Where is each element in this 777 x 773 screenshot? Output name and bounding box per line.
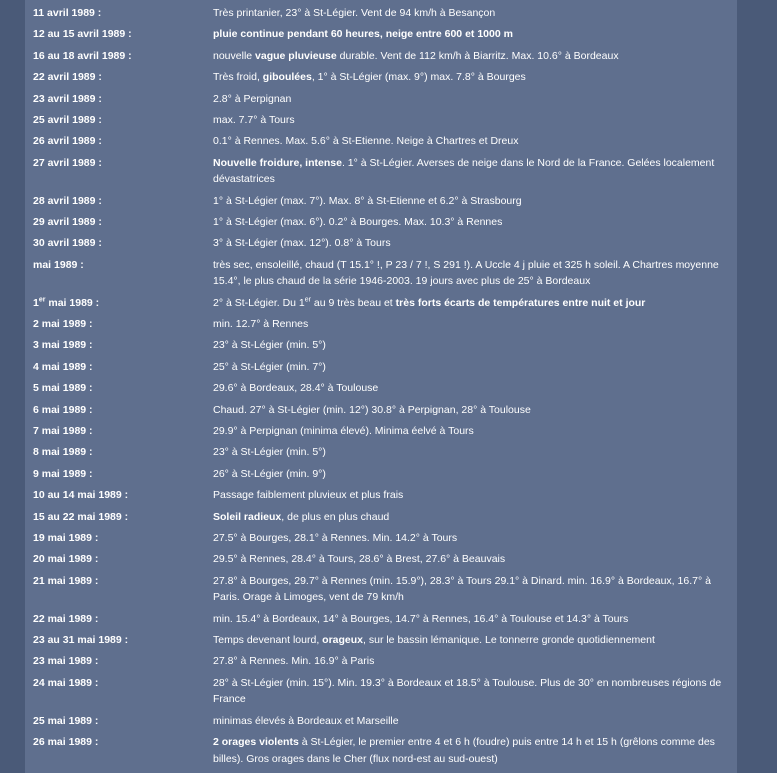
log-row xyxy=(33,235,733,252)
ordinal-suffix: er xyxy=(304,296,311,304)
log-row xyxy=(33,133,733,150)
log-text: 27.8° à Rennes. Min. 16.9° à Paris xyxy=(213,655,375,668)
log-text: min. 15.4° à Bordeaux, 14° à Bourges, 14.7° à Rennes, 16.4° à Toulouse et 14.3° à Tours xyxy=(213,612,629,625)
log-text: 29.6° à Bordeaux, 28.4° à Toulouse xyxy=(213,382,379,395)
log-row xyxy=(33,573,733,606)
log-text: Très printanier, 23° à St-Légier. Vent de 94 km/h à Besançon xyxy=(213,7,496,19)
log-text: Chaud. 27° à St-Légier (min. 12°) 30.8° à Perpignan, 28° à Toulouse xyxy=(213,403,531,416)
log-description xyxy=(213,26,733,43)
log-row xyxy=(33,69,733,86)
log-date: 21 mai 1989 : xyxy=(33,574,99,587)
log-text: 27.5° à Bourges, 28.1° à Rennes. Min. 14.2° à Tours xyxy=(213,531,458,544)
log-description xyxy=(213,112,733,129)
log-date: 20 mai 1989 : xyxy=(33,553,99,566)
log-date: 23 avril 1989 : xyxy=(33,92,102,105)
log-row xyxy=(33,675,733,708)
log-date: 19 mai 1989 : xyxy=(33,531,99,544)
log-text: 1° à St-Légier (max. 7°). Max. 8° à St-Etienne et 6.2° à Strasbourg xyxy=(213,194,522,207)
log-date: 25 mai 1989 : xyxy=(33,714,99,727)
weather-log xyxy=(33,5,733,772)
log-description xyxy=(213,632,733,649)
log-text: 2° à St-Légier. Du 1 xyxy=(213,296,305,309)
log-text: 3° à St-Légier (max. 12°). 0.8° à Tours xyxy=(213,237,391,250)
log-text: Temps devenant lourd, xyxy=(213,634,323,647)
log-date-rest: mai 1989 : xyxy=(45,296,100,309)
log-description xyxy=(213,423,733,440)
log-date: 29 avril 1989 : xyxy=(33,216,102,229)
log-highlight: giboulées xyxy=(262,71,312,84)
log-highlight: 2 orages violents xyxy=(213,736,299,749)
log-text: , de plus en plus chaud xyxy=(281,510,390,523)
log-description xyxy=(213,48,733,65)
log-highlight: Soleil radieux xyxy=(213,510,282,523)
log-text: 0.1° à Rennes. Max. 5.6° à St-Etienne. Neige à Chartres et Dreux xyxy=(213,135,519,148)
log-row xyxy=(33,155,733,188)
log-date: 26 mai 1989 : xyxy=(33,736,99,749)
log-highlight: vague pluvieuse xyxy=(255,49,337,62)
log-text: . 1° à St-Légier. Averses de neige dans le Nord de la France. Gelées localement dévastatrices xyxy=(213,156,715,186)
log-row xyxy=(33,713,733,730)
log-description xyxy=(213,611,733,628)
log-description xyxy=(213,573,733,606)
log-date: 4 mai 1989 : xyxy=(33,360,93,373)
log-text: 23° à St-Légier (min. 5°) xyxy=(213,339,326,352)
log-row xyxy=(33,509,733,526)
log-text: à St-Légier, le premier entre 4 et 6 h (foudre) puis entre 14 h et 15 h (grêlons comme des billes). Gros orages dans le Cher (flux nord-est au sud-ouest) xyxy=(213,736,715,765)
log-description xyxy=(213,402,733,419)
log-date: 30 avril 1989 : xyxy=(33,237,102,250)
log-text: minimas élevés à Bordeaux et Marseille xyxy=(213,714,399,727)
log-description xyxy=(213,193,733,210)
log-description xyxy=(213,509,733,526)
log-description xyxy=(213,530,733,547)
log-row xyxy=(33,653,733,670)
log-text: , 1° à St-Légier (max. 9°) max. 7.8° à Bourges xyxy=(311,71,526,84)
log-row xyxy=(33,423,733,440)
log-text: très sec, ensoleillé, chaud (T 15.1° !, P 23 / 7 !, S 291 !). A Uccle 4 j pluie et 325 h soleil. A Chartres moyenne 15.4°, le plus chaud de la série 1946-2003. 19 jours avec plus de 25° à Bordeaux xyxy=(213,258,719,288)
log-date: 12 au 15 avril 1989 : xyxy=(33,28,132,41)
log-description xyxy=(213,155,733,188)
log-row xyxy=(33,444,733,461)
log-row xyxy=(33,530,733,547)
log-date: 27 avril 1989 : xyxy=(33,156,102,169)
log-description xyxy=(213,359,733,376)
log-text: 29.9° à Perpignan (minima élevé). Minima éelvé à Tours xyxy=(213,425,474,438)
log-row xyxy=(33,632,733,649)
log-date: 2 mai 1989 : xyxy=(33,318,93,331)
log-row xyxy=(33,48,733,65)
log-description xyxy=(213,133,733,150)
log-description xyxy=(213,295,733,312)
log-description xyxy=(213,337,733,354)
log-description xyxy=(213,487,733,504)
log-highlight: orageux xyxy=(322,634,364,647)
log-description xyxy=(213,69,733,86)
log-text: Très froid, xyxy=(213,71,263,84)
log-text: max. 7.7° à Tours xyxy=(213,113,295,126)
log-row xyxy=(33,5,733,22)
log-highlight: pluie continue pendant 60 heures, neige entre 600 et 1000 m xyxy=(213,28,513,41)
log-row xyxy=(33,734,733,767)
log-text: , sur le bassin lémanique. Le tonnerre gronde quotidiennement xyxy=(363,634,655,647)
log-date: 10 au 14 mai 1989 : xyxy=(33,489,129,502)
log-row xyxy=(33,26,733,43)
log-date: 3 mai 1989 : xyxy=(33,339,93,352)
log-date: 25 avril 1989 : xyxy=(33,113,102,126)
log-date-ordinal: er xyxy=(38,296,46,304)
log-date: 11 avril 1989 : xyxy=(33,7,102,19)
log-date: mai 1989 : xyxy=(33,258,84,271)
log-date: 16 au 18 avril 1989 : xyxy=(33,49,132,62)
log-date: 23 mai 1989 : xyxy=(33,655,99,668)
log-description xyxy=(213,551,733,568)
log-description xyxy=(213,466,733,483)
log-date-day: 1 xyxy=(33,296,39,309)
log-text: au 9 très beau et xyxy=(311,296,396,309)
log-date: 9 mai 1989 : xyxy=(33,467,93,480)
log-date: 26 avril 1989 : xyxy=(33,135,102,148)
log-description xyxy=(213,257,733,290)
log-description xyxy=(213,734,733,767)
log-text: min. 12.7° à Rennes xyxy=(213,318,309,331)
log-text: 1° à St-Légier (max. 6°). 0.2° à Bourges. Max. 10.3° à Rennes xyxy=(213,216,503,229)
log-description xyxy=(213,713,733,730)
log-date: 15 au 22 mai 1989 : xyxy=(33,510,129,523)
log-highlight: Nouvelle froidure, intense xyxy=(213,156,342,169)
log-row xyxy=(33,257,733,290)
log-row xyxy=(33,193,733,210)
log-row xyxy=(33,91,733,108)
log-date: 7 mai 1989 : xyxy=(33,425,93,438)
log-date: 24 mai 1989 : xyxy=(33,676,99,689)
log-date xyxy=(33,295,213,312)
log-row xyxy=(33,337,733,354)
log-text: durable. Vent de 112 km/h à Biarritz. Max. 10.6° à Bordeaux xyxy=(336,49,619,62)
log-text: 23° à St-Légier (min. 5°) xyxy=(213,446,326,459)
log-text: 29.5° à Rennes, 28.4° à Tours, 28.6° à Brest, 27.6° à Beauvais xyxy=(213,553,506,566)
log-description xyxy=(213,380,733,397)
log-row xyxy=(33,359,733,376)
log-description xyxy=(213,235,733,252)
log-description xyxy=(213,214,733,231)
log-text: Passage faiblement pluvieux et plus frais xyxy=(213,489,404,502)
log-row xyxy=(33,551,733,568)
log-description xyxy=(213,91,733,108)
log-description xyxy=(213,444,733,461)
log-row xyxy=(33,487,733,504)
log-row xyxy=(33,402,733,419)
log-text: 28° à St-Légier (min. 15°). Min. 19.3° à Bordeaux et 18.5° à Toulouse. Plus de 30° en nombreuses régions de France xyxy=(213,676,722,706)
log-row xyxy=(33,112,733,129)
log-text: 26° à St-Légier (min. 9°) xyxy=(213,467,326,480)
log-text: 27.8° à Bourges, 29.7° à Rennes (min. 15.9°), 28.3° à Tours 29.1° à Dinard. min. 16.9° à Bordeaux, 16.7° à Paris. Orage à Limoges, vent de 79 km/h xyxy=(213,574,711,604)
log-row xyxy=(33,611,733,628)
log-text: nouvelle xyxy=(213,49,256,62)
log-description xyxy=(213,5,733,22)
log-highlight: très forts écarts de températures entre nuit et jour xyxy=(395,296,646,309)
log-date: 28 avril 1989 : xyxy=(33,194,102,207)
log-date: 5 mai 1989 : xyxy=(33,382,93,395)
log-description xyxy=(213,316,733,333)
log-date: 8 mai 1989 : xyxy=(33,446,93,459)
log-row xyxy=(33,380,733,397)
log-date: 23 au 31 mai 1989 : xyxy=(33,634,129,647)
log-row xyxy=(33,466,733,483)
log-description xyxy=(213,653,733,670)
content-panel xyxy=(25,0,737,773)
log-text: 2.8° à Perpignan xyxy=(213,92,292,105)
log-row xyxy=(33,295,733,312)
log-date: 6 mai 1989 : xyxy=(33,403,93,416)
log-row xyxy=(33,316,733,333)
log-date: 22 mai 1989 : xyxy=(33,612,99,625)
log-row xyxy=(33,214,733,231)
log-date: 22 avril 1989 : xyxy=(33,71,102,84)
log-text: 25° à St-Légier (min. 7°) xyxy=(213,360,326,373)
log-description xyxy=(213,675,733,708)
